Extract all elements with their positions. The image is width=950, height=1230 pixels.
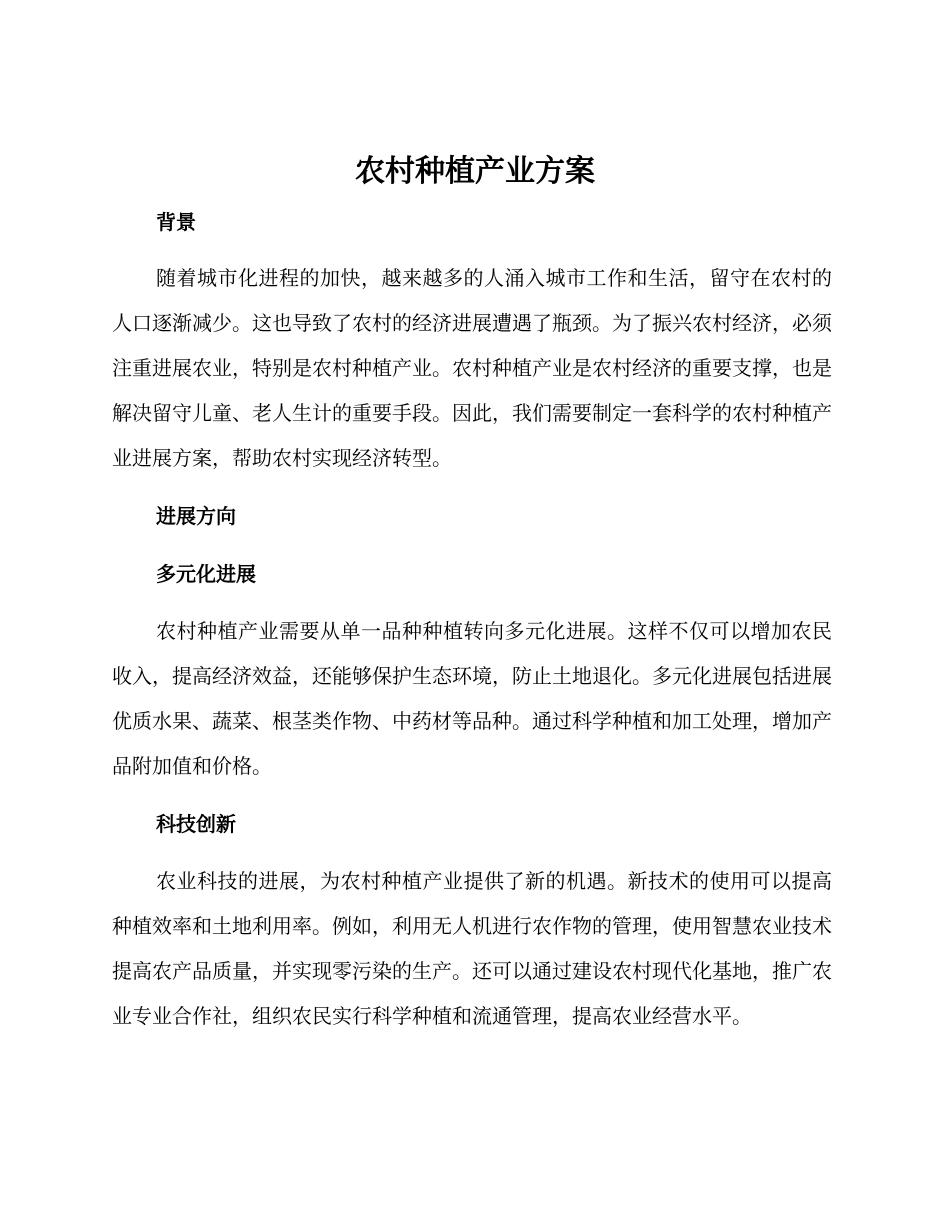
section-paragraph-background: 随着城市化进程的加快，越来越多的人涌入城市工作和生活，留守在农村的人口逐渐减少。这也导致了农村的经济进展遭遇了瓶颈。为了振兴农村经济，必须注重进展农业，特别是农村种植产业。农村种植产业是农村经济的重要支撑，也是解决留守儿童、老人生计的重要手段。因此，我们需要制定一套科学的农村种植产业进展方案，帮助农村实现经济转型。 [112, 266, 832, 470]
section-heading-tech-innovation: 科技创新 [156, 812, 236, 836]
section-paragraph-tech-innovation: 农业科技的进展，为农村种植产业提供了新的机遇。新技术的使用可以提高种植效率和土地利用率。例如，利用无人机进行农作物的管理，使用智慧农业技术提高农产品质量，并实现零污染的生产。还可以通过建设农村现代化基地，推广农业专业合作社，组织农民实行科学种植和流通管理，提高农业经营水平。 [112, 869, 832, 1028]
section-heading-background: 背景 [156, 210, 196, 234]
section-heading-diversification: 多元化进展 [156, 562, 256, 586]
section-paragraph-diversification: 农村种植产业需要从单一品种种植转向多元化进展。这样不仅可以增加农民收入，提高经济效益，还能够保护生态环境，防止土地退化。多元化进展包括进展优质水果、蔬菜、根茎类作物、中药材等品种。通过科学种植和加工处理，增加产品附加值和价格。 [112, 619, 832, 778]
section-heading-direction: 进展方向 [156, 504, 236, 528]
document-title: 农村种植产业方案 [355, 154, 595, 189]
